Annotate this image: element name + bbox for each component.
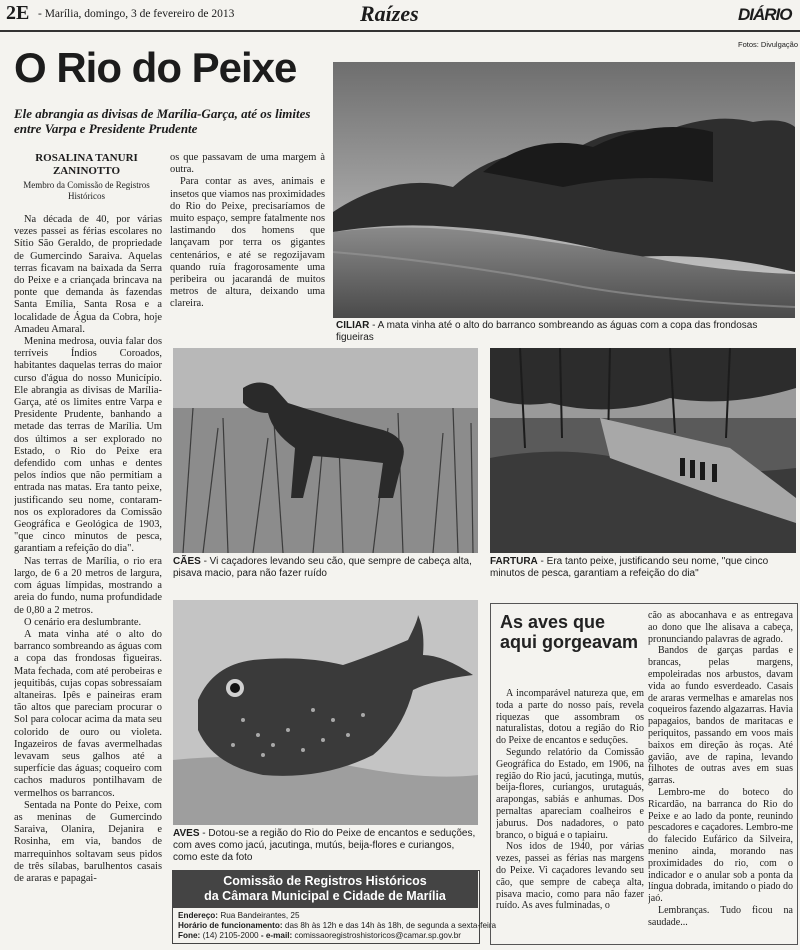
commission-address xyxy=(178,911,300,921)
caption-label: FARTURA xyxy=(490,556,538,567)
phone-label: Fone: xyxy=(178,931,201,940)
paragraph: A incomparável natureza que, em toda a parte do nosso país, revela riquezas que assombram os naturalistas, dotou a região do Rio do Peixe de encantos e seduções. xyxy=(496,688,644,747)
paragraph: Bandos de garças pardas e brancas, pelas margens, empoleiradas nos arbustos, davam vida ao fundo esverdeado. Casais de araras vermelhas e amarelas nos coqueiros fazendo algazarras. Havia papagaios, bandos de maritacas e periquitos, passando em voos mais baixos em direção às roças. Até gavião, ave de rapina, levando filhotes de outras aves em suas garras. xyxy=(648,645,793,787)
paragraph: A mata vinha até o alto do barranco sombreando as águas com a copa das frondosas figueiras. Mata fechada, com até perobeiras e jequitibás, cujas copas sobressaíam altaneiras. Ipês e paineiras eram tão altos que pareciam procurar o Sol para colocar acima da mata seu colorido de ouro ou violeta. Ingazeiros de favas avermelhadas levavam seus galhos até a superfície das águas; coqueiro com cachos maduros pontilhavam de vermelhos os barrancos. xyxy=(14,628,162,799)
caption-label: AVES xyxy=(173,828,200,839)
bird-illustration xyxy=(173,600,478,825)
caption-text: - Era tanto peixe, justificando seu nome, "que cinco minutos de pesca, garantiam a refeição do dia" xyxy=(490,556,769,579)
caption-label: CILIAR xyxy=(336,320,370,331)
address-value: Rua Bandeirantes, 25 xyxy=(218,911,300,920)
article-column-2 xyxy=(170,152,325,322)
hours-value: das 8h às 12h e das 14h às 18h, de segunda a sexta-feira xyxy=(282,921,497,930)
author-name: ROSALINA TANURI ZANINOTTO xyxy=(35,152,138,177)
address-label: Endereço: xyxy=(178,911,219,920)
commission-title-line: Comissão de Registros Históricos xyxy=(223,874,427,888)
photo-river xyxy=(333,62,795,318)
hours-label: Horário de funcionamento: xyxy=(178,921,283,930)
caption-aves xyxy=(173,828,478,864)
caption-ciliar xyxy=(336,320,796,344)
river-illustration xyxy=(333,62,795,318)
newspaper-logo: DIÁRIO xyxy=(738,5,792,24)
paragraph: cão as abocanhava e as entregava ao dono que lhe alisava a cabeça, pronunciando palavras de agrado. xyxy=(648,610,793,645)
photo-credit: Fotos: Divulgação xyxy=(738,40,799,49)
photo-fishing xyxy=(490,348,796,553)
commission-hours xyxy=(178,921,496,931)
caption-fartura xyxy=(490,556,796,580)
issue-date: - Marília, domingo, 3 de fevereiro de 2013 xyxy=(38,8,235,20)
author-role: Membro da Comissão de Registros Históricos xyxy=(23,180,150,201)
sidebar-column-1 xyxy=(496,688,644,938)
paragraph: Lembranças. Tudo ficou na saudade... xyxy=(648,904,793,928)
section-name: Raízes xyxy=(360,1,419,26)
paragraph: O cenário era deslumbrante. xyxy=(24,616,142,628)
caption-text: - Vi caçadores levando seu cão, que sempre de cabeça alta, pisava macio, para não fazer ruído xyxy=(173,556,472,579)
paragraph: Sentada na Ponte do Peixe, com as meninas de Gumercindo Saraiva, Olanira, Dejanira e Rosinha, em via, bandos de marrequinhos soltavam seus pidos de três sílabas, barulhentos casais de araras e papagai- xyxy=(14,799,162,884)
photo-bird xyxy=(173,600,478,825)
article-column-1 xyxy=(14,214,162,944)
caption-text: - A mata vinha até o alto do barranco sombreando as águas com a copa das frondosas figueiras xyxy=(336,320,758,343)
commission-title-line: da Câmara Municipal e Cidade de Marília xyxy=(204,889,446,903)
article-deck: Ele abrangia as divisas de Marília-Garça, até os limites entre Varpa e Presidente Prudente xyxy=(14,106,311,136)
fishing-illustration xyxy=(490,348,796,553)
header-rule xyxy=(0,30,800,32)
email-label: - e-mail: xyxy=(258,931,293,940)
sidebar-column-2 xyxy=(648,610,793,940)
email-value: comissaoregistroshistoricos@camar.sp.gov.br xyxy=(292,931,462,940)
paragraph: Nos idos de 1940, por várias vezes, passei as férias nas margens do Peixe. Vi caçadores levando seu cão, que sempre de cabeça alta, pisava macio, como para não fazer ruído. As aves fulminadas, o xyxy=(496,841,644,912)
phone-value: (14) 2105-2000 xyxy=(200,931,259,940)
commission-contact xyxy=(178,931,461,941)
dog-illustration xyxy=(173,348,478,553)
caption-caes xyxy=(173,556,478,580)
paragraph: Para contar as aves, animais e insetos que viamos nas proximidades do Rio do Peixe, precisaríamos de muito espaço, sempre fatalmente nos lastimando dos homens que lançavam por terra os gigantes centenários, e até se regozijavam quando ruía fragorosamente uma peribeira ou jacarandá de muitos metros de altura, deixando uma clareira. xyxy=(170,176,325,310)
page-number: 2E xyxy=(6,2,30,24)
commission-title xyxy=(172,870,478,908)
paragraph: Menina medrosa, ouvia falar dos terríveis Índios Coroados, habitantes daquelas terras do maior curso d'água do nosso Município. Ele abrangia as divisas de Marília-Garça, até os limites entre Varpa e Presidente Prudente, banhando a metade das terras de Marília. Um dos últimos a ser explorado no Estado, o Rio do Peixe era defendido com unhas e dentes pelos índios que não permitiam a entrada nas matas. Era tanto peixe, justificando seu nome, contaram-nos os exploradores da Comissão Geográfica e Geológica de 1903, "que cinco minutos de pesca, garantiam a refeição do dia". xyxy=(14,336,162,555)
page-header xyxy=(0,0,800,36)
paragraph: Segundo relatório da Comissão Geográfica do Estado, em 1906, na região do Rio jacú, jacutinga, mutús, beija-flores, curiangos, urutaguás, arapongas, sabiás e anhumas. Dos pernaltas apareciam coalheiros e jaburus. Dos nadadores, o pato branco, o biguá e o tapiairu. xyxy=(496,746,644,841)
photo-dog xyxy=(173,348,478,553)
paragraph: Na década de 40, por várias vezes passei as férias escolares no Sítio São Geraldo, de propriedade de Gumercindo Saraiva. Aquelas terras ficavam na baixada da Serra do Peixe e a criançada brincava na ponte que demanda às fazendas Santa Emília, Santa Rosa e a localidade de Água da Cobra, hoje Amadeu Amaral. xyxy=(14,214,162,335)
article-title: O Rio do Peixe xyxy=(14,44,297,91)
paragraph: os que passavam de uma margem à outra. xyxy=(170,152,325,176)
paragraph: Nas terras de Marília, o rio era largo, de 6 a 20 metros de largura, com águas límpidas, mostrando a areia do fundo, numa profundidade de 0,80 a 2 metros. xyxy=(14,555,162,616)
caption-label: CÃES xyxy=(173,556,201,567)
sidebar-title: As aves que aqui gorgeavam xyxy=(500,612,639,652)
paragraph: Lembro-me do boteco do Ricardão, na barranca do Rio do Peixe e ao lado da ponte, reunindo pescadores e caçadores. Lembro-me do falecido Eufárico da Silveira, menino ainda, morando nas proximidades do rio, com o indicador e o anular sob a ponta da língua dobrada, imitando o piado do jaó. xyxy=(648,786,793,905)
caption-text: - Dotou-se a região do Rio do Peixe de encantos e seduções, com aves como jacú, jacutinga, mutús, beija-flores e curiangos, como este da foto xyxy=(173,828,476,863)
